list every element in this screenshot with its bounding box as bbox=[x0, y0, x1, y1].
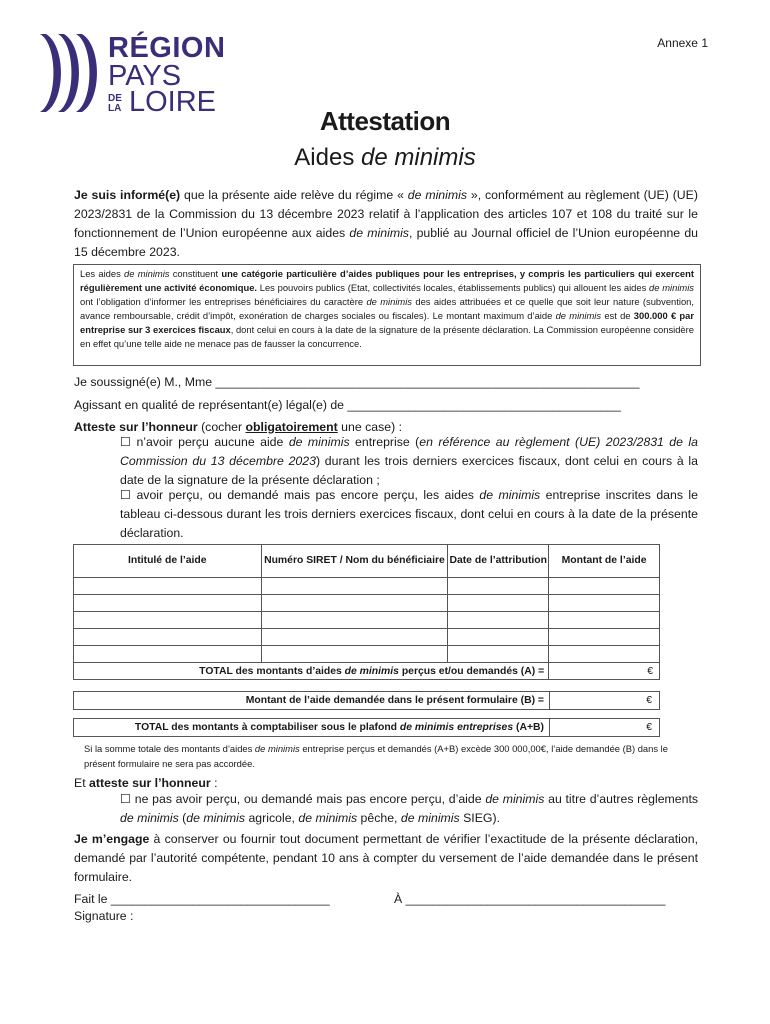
logo-line-de: DE LA bbox=[108, 93, 122, 114]
total-ab-value[interactable]: € bbox=[646, 722, 652, 733]
total-ab-box bbox=[73, 718, 660, 737]
header-intitule: Intitulé de l’aide bbox=[74, 545, 262, 578]
soussigne-field[interactable]: Je soussigné(e) M., Mme ______________________________________________________________ bbox=[74, 375, 640, 389]
date-field[interactable]: Fait le ________________________________ bbox=[74, 892, 330, 906]
signature-label: Signature : bbox=[74, 909, 134, 923]
header-montant: Montant de l’aide bbox=[549, 545, 660, 578]
minimis-note-box: Les aides de minimis constituent une catégorie particulière d’aides publiques pour les entreprises, y compris les particuliers qui exercent régulièrement une activité économique. Les pouvoirs publics (Etat, collectivités locales, établissements publics) qui allouent les aides de minimis ont l’obligation d’informer les entreprises bénéficiaires du caractère de minimis des aides attribuées et ce quelle que soit leur nature (subvention, avance remboursable, crédit d’impôt, exonération de charges sociales ou fiscales). Le montant maximum d’aide de minimis est de 300.000 € par entreprise sur 3 exercices fiscaux, dont celui en cours à la date de la signature de la présente déclaration. La Commission européenne considère en effet qu’une telle aide ne menace pas de fausser la concurrence. bbox=[73, 264, 701, 366]
atteste-heading: Atteste sur l’honneur (cocher obligatoirement une case) : bbox=[74, 420, 403, 434]
atteste-heading-2: Et atteste sur l’honneur : bbox=[74, 776, 218, 790]
table-row[interactable] bbox=[74, 595, 660, 612]
aid-table bbox=[73, 544, 660, 680]
amount-b-box bbox=[73, 691, 660, 710]
table-header-row bbox=[74, 545, 660, 578]
information-paragraph: Je suis informé(e) que la présente aide relève du régime « de minimis », conformément au règlement (UE) (UE) 2023/2831 de la Commission du 13 décembre 2023 relatif à l’application des articles 107 et 108 du traité sur le fonctionnement de l’Union européenne aux aides de minimis, publié au Journal officiel de l’Union européenne du 15 décembre 2023. bbox=[74, 188, 698, 259]
header-siret: Numéro SIRET / Nom du bénéficiaire bbox=[261, 545, 448, 578]
logo-mark-icon bbox=[36, 30, 106, 116]
page-title: Attestation bbox=[319, 106, 451, 136]
amount-b-value[interactable]: € bbox=[646, 695, 652, 706]
option-no-aid-checkbox[interactable]: ☐ n’avoir perçu aucune aide de minimis entreprise (en référence au règlement (UE) 2023/2831 de la Commission du 13 décembre 2023) durant les trois derniers exercices fiscaux, dont celui en cours à la date de la signature de la présente déclaration ; bbox=[120, 435, 699, 487]
annex-label: Annexe 1 bbox=[657, 36, 708, 50]
logo-line-pays: PAYS bbox=[108, 60, 182, 92]
place-field[interactable]: À ______________________________________ bbox=[394, 892, 666, 906]
total-a-label: TOTAL des montants d’aides de minimis perçus et/ou demandés (A) = bbox=[74, 663, 549, 680]
option-aid-received-checkbox[interactable]: ☐ avoir perçu, ou demandé mais pas encore perçu, les aides de minimis entreprise inscrites dans le tableau ci-dessous durant les trois derniers exercices fiscaux, dont celui en cours à la date de la présente déclaration. bbox=[120, 488, 699, 540]
page-subtitle: Aides de minimis bbox=[294, 144, 476, 171]
logo-line-region: RÉGION bbox=[108, 32, 226, 64]
table-row[interactable] bbox=[74, 578, 660, 595]
region-logo bbox=[36, 30, 226, 116]
logo-line-loire: LOIRE bbox=[129, 86, 217, 118]
qualite-field[interactable]: Agissant en qualité de représentant(e) légal(e) de ________________________________________ bbox=[74, 398, 621, 412]
total-a-value[interactable]: € bbox=[549, 663, 660, 680]
total-ab-label: TOTAL des montants à comptabiliser sous le plafond de minimis entreprises (A+B) bbox=[74, 719, 550, 736]
header-date: Date de l’attribution bbox=[448, 545, 549, 578]
table-row[interactable] bbox=[74, 646, 660, 663]
option-other-regulations-checkbox[interactable]: ☐ ne pas avoir perçu, ou demandé mais pas encore perçu, d’aide de minimis au titre d’autres règlements de minimis (de minimis agricole, de minimis pêche, de minimis SIEG). bbox=[120, 792, 699, 825]
amount-b-label: Montant de l’aide demandée dans le présent formulaire (B) = bbox=[74, 692, 550, 709]
table-row[interactable] bbox=[74, 612, 660, 629]
engagement-paragraph: Je m’engage à conserver ou fournir tout document permettant de vérifier l’exactitude de la présente déclaration, demandé par l’autorité compétente, pendant 10 ans à compter du versement de l’aide demandée dans le présent formulaire. bbox=[74, 832, 698, 884]
total-a-row bbox=[74, 663, 660, 680]
ceiling-note: Si la somme totale des montants d’aides de minimis entreprise perçus et demandés (A+B) excède 300 000,00€, l’aide demandée (B) dans le présent formulaire ne sera pas accordée. bbox=[84, 743, 668, 769]
table-row[interactable] bbox=[74, 629, 660, 646]
